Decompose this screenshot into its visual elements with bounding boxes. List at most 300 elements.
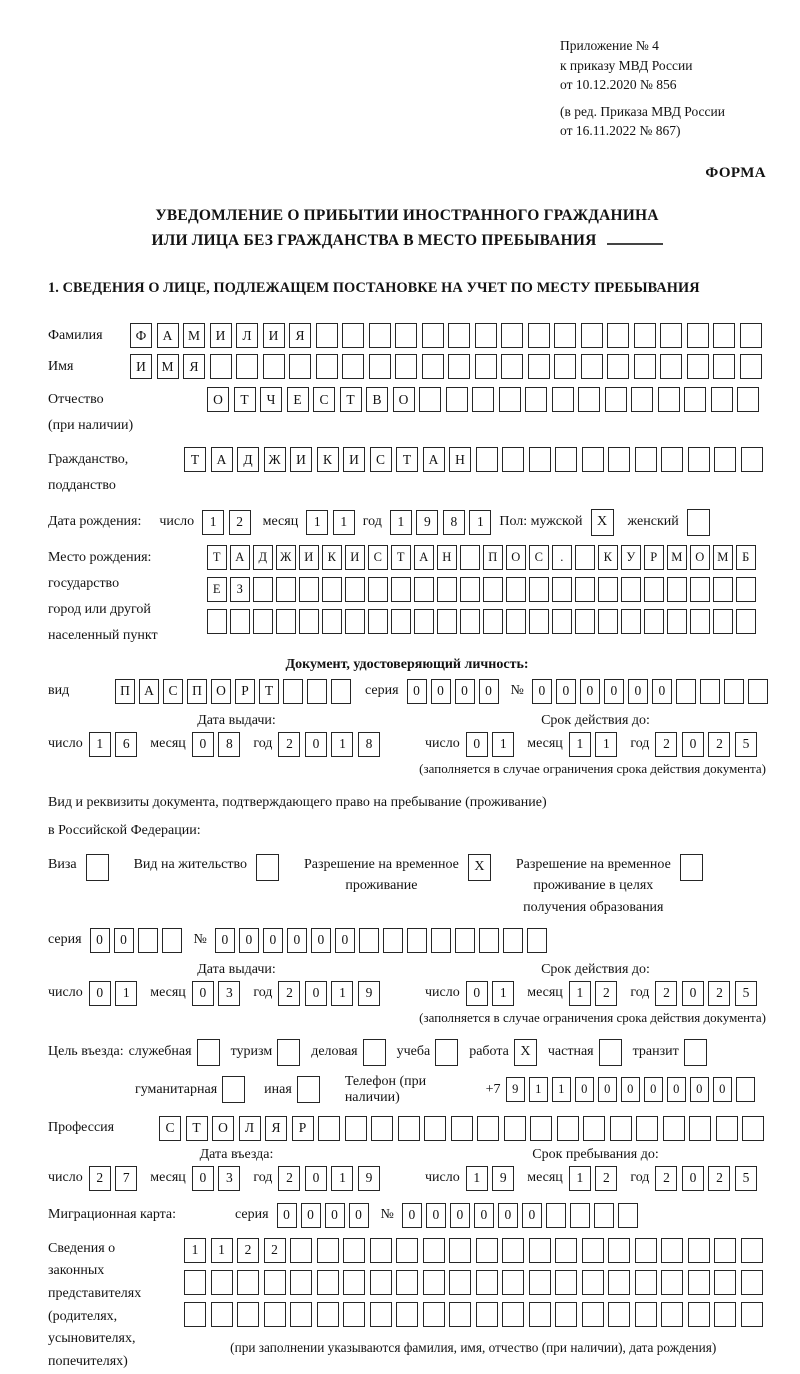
char-box[interactable]: П [483,545,503,570]
char-box[interactable] [396,1238,418,1263]
char-box[interactable] [448,323,470,348]
char-box[interactable] [635,1270,657,1295]
char-box[interactable]: 1 [492,981,514,1006]
char-box[interactable]: 0 [325,1203,345,1228]
char-box[interactable] [253,577,273,602]
char-box[interactable]: 1 [331,1166,353,1191]
char-box[interactable]: Я [289,323,311,348]
char-box[interactable] [318,1116,340,1141]
char-box[interactable] [583,1116,605,1141]
char-box[interactable]: 0 [407,679,427,704]
char-box[interactable]: 1 [202,510,224,535]
char-box[interactable] [736,1077,756,1102]
char-box[interactable] [451,1116,473,1141]
char-box[interactable] [290,1270,312,1295]
char-box[interactable]: 1 [529,1077,549,1102]
char-box[interactable] [634,323,656,348]
char-box[interactable]: Т [259,679,279,704]
char-box[interactable] [343,1238,365,1263]
char-box[interactable]: 1 [466,1166,488,1191]
char-box[interactable] [610,1116,632,1141]
char-box[interactable] [391,609,411,634]
char-box[interactable]: 2 [655,732,677,757]
char-box[interactable] [317,1270,339,1295]
char-box[interactable]: 1 [333,510,355,535]
char-box[interactable]: 0 [466,732,488,757]
char-box[interactable]: Т [396,447,418,472]
char-box[interactable] [299,609,319,634]
char-box[interactable] [740,323,762,348]
char-box[interactable] [368,609,388,634]
char-box[interactable]: 1 [211,1238,233,1263]
char-box[interactable]: 0 [474,1203,494,1228]
char-box[interactable]: Ж [264,447,286,472]
title-blank-line[interactable] [607,230,663,245]
char-box[interactable]: 0 [90,928,110,953]
char-box[interactable]: 0 [598,1077,618,1102]
char-box[interactable]: 3 [218,1166,240,1191]
char-box[interactable] [557,1116,579,1141]
char-box[interactable]: 0 [682,981,704,1006]
char-box[interactable] [714,1302,736,1327]
char-box[interactable]: К [598,545,618,570]
char-box[interactable] [475,354,497,379]
char-box[interactable]: З [230,577,250,602]
char-box[interactable] [661,1238,683,1263]
char-box[interactable] [594,1203,614,1228]
char-box[interactable]: 0 [621,1077,641,1102]
char-box[interactable]: 2 [655,1166,677,1191]
char-box[interactable]: К [317,447,339,472]
char-box[interactable]: Я [265,1116,287,1141]
char-box[interactable]: 0 [532,679,552,704]
char-box[interactable]: 0 [450,1203,470,1228]
char-box[interactable] [713,577,733,602]
char-box[interactable] [184,1302,206,1327]
char-box[interactable] [690,577,710,602]
char-box[interactable] [575,609,595,634]
char-box[interactable] [527,928,547,953]
char-box[interactable] [479,928,499,953]
char-box[interactable] [621,577,641,602]
char-box[interactable] [424,1116,446,1141]
char-box[interactable]: 0 [305,732,327,757]
char-box[interactable]: Е [207,577,227,602]
char-box[interactable]: 0 [580,679,600,704]
char-box[interactable] [322,577,342,602]
char-box[interactable] [211,1270,233,1295]
char-box[interactable] [423,1238,445,1263]
char-box[interactable] [582,1238,604,1263]
char-box[interactable] [317,1302,339,1327]
char-box[interactable] [370,1302,392,1327]
char-box[interactable]: 0 [682,1166,704,1191]
char-box[interactable] [742,1116,764,1141]
char-box[interactable] [741,447,763,472]
char-box[interactable] [608,1270,630,1295]
char-box[interactable]: 9 [506,1077,526,1102]
char-box[interactable] [506,609,526,634]
char-box[interactable]: 9 [358,1166,380,1191]
char-box[interactable] [370,1270,392,1295]
char-box[interactable] [449,1302,471,1327]
char-box[interactable] [369,323,391,348]
char-box[interactable]: 8 [443,510,465,535]
char-box[interactable] [316,323,338,348]
char-box[interactable] [635,447,657,472]
char-box[interactable]: 0 [311,928,331,953]
char-box[interactable]: 2 [595,981,617,1006]
char-box[interactable] [713,609,733,634]
char-box[interactable] [502,447,524,472]
char-box[interactable]: 0 [682,732,704,757]
char-box[interactable] [423,1302,445,1327]
char-box[interactable] [263,354,285,379]
char-box[interactable] [598,609,618,634]
char-box[interactable]: Р [292,1116,314,1141]
char-box[interactable] [398,1116,420,1141]
char-box[interactable]: 0 [287,928,307,953]
char-box[interactable]: О [690,545,710,570]
char-box[interactable] [230,609,250,634]
char-box[interactable] [363,1039,386,1066]
char-box[interactable] [207,609,227,634]
char-box[interactable]: 1 [552,1077,572,1102]
char-box[interactable]: 2 [237,1238,259,1263]
char-box[interactable] [138,928,158,953]
char-box[interactable] [449,1270,471,1295]
char-box[interactable]: 0 [215,928,235,953]
char-box[interactable] [635,1238,657,1263]
char-box[interactable] [714,1238,736,1263]
char-box[interactable]: X [468,854,491,881]
char-box[interactable]: 1 [569,1166,591,1191]
char-box[interactable] [423,1270,445,1295]
char-box[interactable] [555,1302,577,1327]
char-box[interactable]: И [263,323,285,348]
char-box[interactable] [554,354,576,379]
char-box[interactable]: 2 [708,981,730,1006]
char-box[interactable]: И [343,447,365,472]
char-box[interactable]: 0 [277,1203,297,1228]
char-box[interactable] [607,354,629,379]
char-box[interactable]: 2 [229,510,251,535]
char-box[interactable] [345,577,365,602]
char-box[interactable] [446,387,468,412]
char-box[interactable]: 0 [305,981,327,1006]
char-box[interactable] [581,354,603,379]
char-box[interactable] [582,1270,604,1295]
char-box[interactable] [414,577,434,602]
char-box[interactable] [636,1116,658,1141]
char-box[interactable] [316,354,338,379]
char-box[interactable]: X [591,509,614,536]
char-box[interactable]: С [529,545,549,570]
char-box[interactable]: О [207,387,229,412]
char-box[interactable] [631,387,653,412]
char-box[interactable] [661,1270,683,1295]
char-box[interactable]: О [506,545,526,570]
char-box[interactable]: 5 [735,981,757,1006]
char-box[interactable]: А [211,447,233,472]
char-box[interactable]: . [552,545,572,570]
char-box[interactable] [369,354,391,379]
char-box[interactable] [581,323,603,348]
char-box[interactable]: М [183,323,205,348]
char-box[interactable]: Т [186,1116,208,1141]
char-box[interactable]: Т [234,387,256,412]
char-box[interactable] [307,679,327,704]
char-box[interactable]: 8 [358,732,380,757]
char-box[interactable] [460,577,480,602]
char-box[interactable] [687,509,710,536]
char-box[interactable]: М [713,545,733,570]
char-box[interactable] [460,545,480,570]
char-box[interactable]: 1 [306,510,328,535]
char-box[interactable]: 2 [708,732,730,757]
char-box[interactable] [599,1039,622,1066]
char-box[interactable] [264,1302,286,1327]
char-box[interactable] [343,1302,365,1327]
char-box[interactable] [501,354,523,379]
char-box[interactable]: С [370,447,392,472]
char-box[interactable] [383,928,403,953]
char-box[interactable]: 1 [115,981,137,1006]
char-box[interactable]: И [290,447,312,472]
char-box[interactable] [342,354,364,379]
char-box[interactable]: А [139,679,159,704]
char-box[interactable]: П [187,679,207,704]
char-box[interactable]: 0 [192,981,214,1006]
char-box[interactable]: 1 [492,732,514,757]
char-box[interactable] [658,387,680,412]
char-box[interactable]: И [345,545,365,570]
char-box[interactable] [276,609,296,634]
char-box[interactable]: 6 [115,732,137,757]
char-box[interactable]: 0 [301,1203,321,1228]
char-box[interactable] [660,354,682,379]
char-box[interactable]: У [621,545,641,570]
char-box[interactable] [476,1270,498,1295]
char-box[interactable]: С [159,1116,181,1141]
char-box[interactable] [460,609,480,634]
char-box[interactable] [184,1270,206,1295]
char-box[interactable] [395,323,417,348]
char-box[interactable] [359,928,379,953]
char-box[interactable] [299,577,319,602]
char-box[interactable]: Р [644,545,664,570]
char-box[interactable] [528,354,550,379]
char-box[interactable]: Я [183,354,205,379]
char-box[interactable]: 2 [89,1166,111,1191]
char-box[interactable]: П [115,679,135,704]
char-box[interactable] [618,1203,638,1228]
char-box[interactable]: 0 [305,1166,327,1191]
char-box[interactable]: 0 [192,732,214,757]
char-box[interactable] [714,447,736,472]
char-box[interactable] [741,1238,763,1263]
char-box[interactable]: 7 [115,1166,137,1191]
char-box[interactable] [371,1116,393,1141]
char-box[interactable] [422,354,444,379]
char-box[interactable] [529,1270,551,1295]
char-box[interactable]: М [667,545,687,570]
char-box[interactable]: В [366,387,388,412]
char-box[interactable]: 0 [604,679,624,704]
char-box[interactable] [689,1116,711,1141]
char-box[interactable]: 3 [218,981,240,1006]
char-box[interactable]: 8 [218,732,240,757]
char-box[interactable] [555,447,577,472]
char-box[interactable]: 1 [331,732,353,757]
char-box[interactable]: И [299,545,319,570]
char-box[interactable]: М [157,354,179,379]
char-box[interactable]: 1 [89,732,111,757]
char-box[interactable]: 0 [479,679,499,704]
char-box[interactable]: И [210,323,232,348]
char-box[interactable] [582,447,604,472]
char-box[interactable] [582,1302,604,1327]
char-box[interactable]: 5 [735,1166,757,1191]
char-box[interactable] [477,1116,499,1141]
char-box[interactable]: 0 [239,928,259,953]
char-box[interactable] [741,1270,763,1295]
char-box[interactable] [684,387,706,412]
char-box[interactable]: 0 [349,1203,369,1228]
char-box[interactable] [435,1039,458,1066]
char-box[interactable] [688,1270,710,1295]
char-box[interactable] [283,679,303,704]
char-box[interactable] [741,1302,763,1327]
char-box[interactable]: Ж [276,545,296,570]
char-box[interactable] [506,577,526,602]
char-box[interactable]: 1 [469,510,491,535]
char-box[interactable]: X [514,1039,537,1066]
char-box[interactable] [396,1270,418,1295]
char-box[interactable] [431,928,451,953]
char-box[interactable] [724,679,744,704]
char-box[interactable] [737,387,759,412]
char-box[interactable]: 1 [184,1238,206,1263]
char-box[interactable] [529,609,549,634]
char-box[interactable]: Л [236,323,258,348]
char-box[interactable]: А [230,545,250,570]
char-box[interactable] [554,323,576,348]
char-box[interactable]: А [157,323,179,348]
char-box[interactable] [667,577,687,602]
char-box[interactable] [501,323,523,348]
char-box[interactable] [414,609,434,634]
char-box[interactable]: Т [391,545,411,570]
char-box[interactable] [290,1302,312,1327]
char-box[interactable] [680,854,703,881]
char-box[interactable] [342,323,364,348]
char-box[interactable]: 2 [278,1166,300,1191]
char-box[interactable]: 0 [556,679,576,704]
char-box[interactable] [345,1116,367,1141]
char-box[interactable]: Н [449,447,471,472]
char-box[interactable]: О [211,679,231,704]
char-box[interactable]: 2 [708,1166,730,1191]
char-box[interactable] [449,1238,471,1263]
char-box[interactable]: О [393,387,415,412]
char-box[interactable] [555,1270,577,1295]
char-box[interactable] [476,1238,498,1263]
char-box[interactable]: 2 [264,1238,286,1263]
char-box[interactable]: 1 [595,732,617,757]
char-box[interactable]: А [423,447,445,472]
char-box[interactable] [264,1270,286,1295]
char-box[interactable] [608,1302,630,1327]
char-box[interactable] [530,1116,552,1141]
char-box[interactable]: 9 [358,981,380,1006]
char-box[interactable] [736,609,756,634]
char-box[interactable] [197,1039,220,1066]
char-box[interactable]: 0 [644,1077,664,1102]
char-box[interactable]: 0 [667,1077,687,1102]
char-box[interactable]: 0 [263,928,283,953]
char-box[interactable]: 1 [390,510,412,535]
char-box[interactable] [663,1116,685,1141]
char-box[interactable]: 0 [466,981,488,1006]
char-box[interactable] [575,577,595,602]
char-box[interactable] [644,609,664,634]
char-box[interactable] [317,1238,339,1263]
char-box[interactable]: 0 [628,679,648,704]
char-box[interactable] [555,1238,577,1263]
char-box[interactable] [575,545,595,570]
char-box[interactable]: 0 [652,679,672,704]
char-box[interactable] [162,928,182,953]
char-box[interactable]: 0 [575,1077,595,1102]
char-box[interactable] [370,1238,392,1263]
char-box[interactable]: Е [287,387,309,412]
char-box[interactable]: 2 [655,981,677,1006]
char-box[interactable]: Б [736,545,756,570]
char-box[interactable]: 0 [89,981,111,1006]
char-box[interactable]: Ч [260,387,282,412]
char-box[interactable]: С [313,387,335,412]
char-box[interactable] [716,1116,738,1141]
char-box[interactable] [236,354,258,379]
char-box[interactable] [667,609,687,634]
char-box[interactable] [253,609,273,634]
char-box[interactable]: 0 [335,928,355,953]
char-box[interactable] [525,387,547,412]
char-box[interactable]: Т [207,545,227,570]
char-box[interactable] [688,1238,710,1263]
char-box[interactable] [529,447,551,472]
char-box[interactable]: 1 [569,732,591,757]
char-box[interactable] [502,1238,524,1263]
char-box[interactable] [736,577,756,602]
char-box[interactable]: 9 [416,510,438,535]
char-box[interactable]: 0 [192,1166,214,1191]
char-box[interactable] [714,1270,736,1295]
char-box[interactable] [621,609,641,634]
char-box[interactable] [713,323,735,348]
char-box[interactable] [345,609,365,634]
char-box[interactable] [687,323,709,348]
char-box[interactable] [419,387,441,412]
char-box[interactable] [748,679,768,704]
char-box[interactable] [578,387,600,412]
char-box[interactable] [276,577,296,602]
char-box[interactable]: 0 [522,1203,542,1228]
char-box[interactable] [499,387,521,412]
char-box[interactable] [448,354,470,379]
char-box[interactable]: Т [184,447,206,472]
